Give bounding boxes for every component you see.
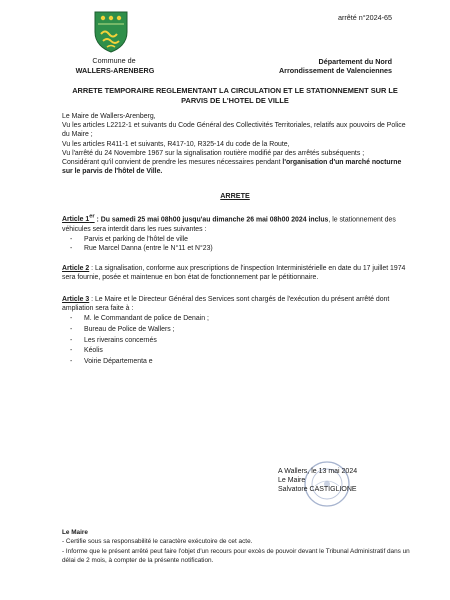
list-item: - Parvis et parking de l'hôtel de ville — [62, 235, 406, 244]
footer-line: - Certifie sous sa responsabilité le caractère exécutoire de cet acte. — [62, 538, 253, 546]
considerant-bold: l'organisation d'un marché nocturne sur le parvis de l'hôtel de Ville. — [62, 159, 402, 176]
list-item: - Les riverains concernés — [62, 336, 406, 347]
footer-title: Le Maire — [62, 529, 88, 536]
signatory-role: Le Maire — [278, 477, 306, 485]
list-item: - Rue Marcel Danna (entre le N°11 et N°23) — [62, 244, 406, 253]
list-item: - Voirie Départementa e — [62, 357, 406, 368]
considerant-text: Considérant qu'il convient de prendre les mesures nécessaires pendant — [62, 159, 283, 167]
footer-notice — [62, 528, 412, 566]
arrondissement-name: Arrondissement de Valenciennes — [278, 66, 392, 75]
preamble-considerant — [62, 158, 406, 176]
article-3-text: : Le Maire et le Directeur Général des Services sont chargés de l'exécution du présent arrêté dont ampliation sera faite à : — [62, 296, 390, 313]
place-date: A Wallers, le 13 mai 2024 — [278, 468, 358, 475]
commune-label: Commune de — [92, 56, 136, 65]
footer-line: - Informe que le présent arrêté peut faire l'objet d'un recours pour excès de pouvoir devant le Tribunal Administratif dans un délai de 2 mois, à compter de la présente notification. — [62, 547, 410, 565]
article-1-period: : Du samedi 25 mai 08h00 jusqu'au dimanche 26 mai 08h00 2024 inclus — [94, 216, 329, 224]
article-1-label: Article 1er — [62, 214, 95, 224]
department-block — [279, 57, 392, 75]
document-title: ARRETE TEMPORAIRE REGLEMENTANT LA CIRCULATION ET LE STATIONNEMENT SUR LE PARVIS DE L'HOTEL DE VILLE — [72, 86, 398, 105]
article-2 — [62, 264, 406, 282]
crest-icon — [93, 10, 129, 53]
signatory-name: Salvatore CASTIGLIONE — [278, 486, 357, 494]
article-3 — [62, 295, 406, 367]
list-item: - Bureau de Police de Wallers ; — [62, 325, 406, 336]
commune-name: WALLERS-ARENBERG — [75, 66, 155, 75]
arrete-heading: ARRETE — [220, 191, 250, 200]
article-1 — [62, 213, 406, 254]
preamble-line: Le Maire de Wallers-Arenberg, — [62, 113, 156, 120]
article-2-label: Article 2 — [62, 265, 90, 272]
preamble-line: Vu les articles R411-1 et suivants, R417-10, R325-14 du code de la Route, — [62, 140, 290, 148]
article-1-list — [62, 235, 406, 254]
signature-block — [278, 467, 357, 495]
department-name: Département du Nord — [318, 57, 392, 66]
article-3-label: Article 3 — [62, 296, 90, 303]
preamble-line: Vu les articles L2212-1 et suivants du Code Général des Collectivités Territoriales, relatifs aux pouvoirs de Police du Maire ; — [62, 122, 406, 139]
list-item: - Kéolis — [62, 346, 406, 357]
preamble-line: Vu l'arrêté du 24 Novembre 1967 sur la signalisation routière modifié par des arrêtés subséquents ; — [62, 149, 365, 157]
article-1-text: , le stationnement des véhicules sera interdit dans les rues suivantes : — [62, 216, 396, 233]
article-3-list — [62, 314, 406, 367]
list-item: - M. le Commandant de police de Denain ; — [62, 314, 406, 325]
article-2-text: : La signalisation, conforme aux prescriptions de l'inspection Interministérielle en date du 17 juillet 1974 sera fournie, posée et maintenue en bon état de fonctionnement par le pétitionnaire. — [62, 265, 406, 282]
arrete-number: arrêté n°2024-65 — [337, 13, 392, 22]
preamble — [62, 112, 406, 176]
